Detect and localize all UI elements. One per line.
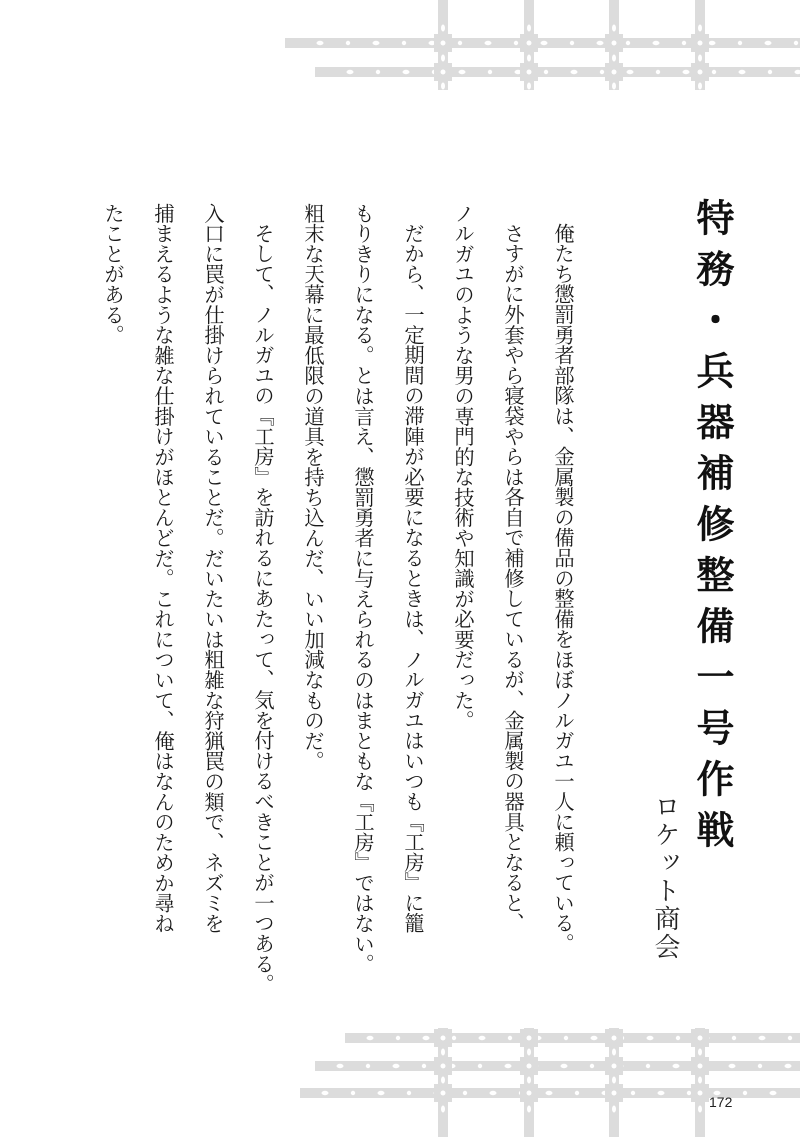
author-name: ロケット商会 — [650, 793, 680, 961]
rivet-hole — [743, 1091, 747, 1095]
text-line: だから、一定期間の滞陣が必要になるときは、ノルガユはいつも『工房』に籠 — [401, 223, 425, 934]
rivet-hole — [422, 1064, 426, 1068]
rivet-hole — [322, 1091, 329, 1095]
rivet-hole — [785, 1064, 792, 1068]
rivet-hole — [653, 41, 660, 45]
rivet-hole — [646, 1064, 650, 1068]
rivet-hole — [441, 1106, 445, 1113]
text-line: たことがある。 — [101, 203, 125, 346]
rivet-hole — [698, 55, 702, 62]
rivet-hole — [698, 83, 702, 90]
rivet-hole — [441, 70, 446, 75]
rivet-hole — [698, 1036, 703, 1041]
rivet-hole — [759, 1036, 766, 1040]
rivet-hole — [490, 1091, 497, 1095]
rivet-hole — [570, 41, 574, 45]
rivet-hole — [458, 41, 462, 45]
rivet-hole — [527, 41, 532, 46]
chapter-title: 特務・兵器補修整備一号作戦 — [690, 198, 734, 861]
rivet-hole — [612, 1036, 617, 1041]
rivet-hole — [527, 70, 532, 75]
rivet-hole — [612, 83, 616, 90]
rivet-hole — [788, 1036, 792, 1040]
rivet-hole — [527, 1077, 531, 1084]
rivet-hole — [698, 41, 703, 46]
rivet-hole — [441, 25, 445, 32]
rivet-hole — [647, 1036, 654, 1040]
rivet-hole — [656, 70, 660, 74]
text-line: 捕まえるような雑な仕掛けがほとんどだ。これについて、俺はなんのためか尋ね — [151, 203, 175, 934]
rivet-hole — [698, 1049, 702, 1056]
rivet-hole — [658, 1091, 665, 1095]
text-line: ノルガユのような男の専門的な技術や知識が必要だった。 — [451, 203, 475, 731]
rivet-hole — [698, 1077, 702, 1084]
rivet-hole — [393, 1064, 400, 1068]
rivet-hole — [794, 41, 798, 45]
rivet-hole — [441, 1036, 446, 1041]
rivet-hole — [317, 41, 324, 45]
rivet-hole — [514, 41, 518, 45]
rivet-hole — [441, 83, 445, 90]
rivet-hole — [403, 70, 410, 74]
rivet-hole — [441, 55, 445, 62]
rivet-hole — [337, 1064, 344, 1068]
rivet-hole — [612, 70, 617, 75]
rivet-hole — [709, 41, 716, 45]
rivet-hole — [376, 70, 380, 74]
rivet-hole — [441, 1091, 446, 1096]
rivet-hole — [378, 1091, 385, 1095]
rivet-hole — [597, 41, 604, 45]
rivet-hole — [373, 41, 380, 45]
rivet-hole — [682, 41, 686, 45]
rivet-hole — [600, 70, 604, 74]
rivet-hole — [564, 1036, 568, 1040]
rivet-hole — [527, 1064, 532, 1069]
rivet-hole — [423, 1036, 430, 1040]
rivet-hole — [488, 70, 492, 74]
text-line: 入口に罠が仕掛けられていることだ。だいたいは粗雑な狩猟罠の類で、ネズミを — [201, 203, 225, 934]
rivet-hole — [626, 41, 630, 45]
rivet-hole — [396, 1036, 400, 1040]
rivet-hole — [698, 1091, 703, 1096]
rivet-hole — [441, 1064, 446, 1069]
rivet-hole — [612, 1077, 616, 1084]
rivet-hole — [738, 41, 742, 45]
rivet-hole — [505, 1064, 512, 1068]
rivet-hole — [673, 1064, 680, 1068]
rivet-hole — [527, 1049, 531, 1056]
text-line: 粗末な天幕に最低限の道具を持ち込んだ、いい加減なものだ。 — [301, 203, 325, 772]
rivet-hole — [698, 1106, 702, 1113]
rivet-hole — [367, 1036, 374, 1040]
rivet-hole — [612, 1106, 616, 1113]
rivet-hole — [676, 1036, 680, 1040]
rivet-hole — [366, 1064, 370, 1068]
rivet-hole — [683, 70, 690, 74]
rivet-hole — [527, 83, 531, 90]
page-number: 172 — [709, 1094, 733, 1110]
rivet-hole — [508, 1036, 512, 1040]
rivet-hole — [351, 1091, 355, 1095]
rivet-hole — [758, 1064, 762, 1068]
rivet-hole — [452, 1036, 456, 1040]
text-line: さすがに外套やら寝袋やらは各自で補修しているが、金属製の器具となると、 — [501, 223, 525, 934]
rivet-hole — [527, 25, 531, 32]
text-line: 俺たち懲罰勇者部隊は、金属製の備品の整備をほぼノルガユ一人に頼っている。 — [551, 223, 575, 954]
rivet-hole — [347, 70, 354, 74]
rivet-hole — [402, 41, 406, 45]
rivet-hole — [687, 1091, 691, 1095]
rivet-hole — [612, 1091, 617, 1096]
rivet-hole — [612, 25, 616, 32]
rivet-hole — [612, 41, 617, 46]
text-line: もりきりになる。とは言え、懲罰勇者に与えられるのはまともな『工房』ではない。 — [351, 203, 375, 975]
lattice-bar — [345, 1033, 800, 1043]
rivet-hole — [527, 1106, 531, 1113]
rivet-hole — [768, 70, 772, 74]
rivet-hole — [441, 1049, 445, 1056]
rivet-hole — [527, 1091, 532, 1096]
rivet-hole — [463, 1091, 467, 1095]
rivet-hole — [571, 70, 578, 74]
rivet-hole — [479, 1036, 486, 1040]
rivet-hole — [612, 1064, 617, 1069]
body-text — [88, 203, 588, 995]
rivet-hole — [590, 1064, 594, 1068]
rivet-hole — [441, 1077, 445, 1084]
rivet-hole — [631, 1091, 635, 1095]
rivet-hole — [739, 70, 746, 74]
rivet-hole — [575, 1091, 579, 1095]
lattice-bar — [315, 1061, 800, 1071]
rivet-hole — [441, 41, 446, 46]
rivet-hole — [712, 70, 716, 74]
rivet-hole — [346, 41, 350, 45]
rivet-hole — [612, 55, 616, 62]
rivet-hole — [544, 70, 548, 74]
lattice-bar — [315, 67, 800, 77]
rivet-hole — [591, 1036, 598, 1040]
rivet-hole — [732, 1036, 736, 1040]
rivet-hole — [561, 1064, 568, 1068]
text-line: そして、ノルガユの『工房』を訪れるにあたって、気を付けるべきことが一つある。 — [251, 223, 275, 995]
rivet-hole — [527, 1036, 532, 1041]
rivet-hole — [459, 70, 466, 74]
rivet-hole — [698, 1064, 703, 1069]
rivet-hole — [478, 1064, 482, 1068]
rivet-hole — [627, 70, 634, 74]
rivet-hole — [485, 41, 492, 45]
rivet-hole — [546, 1091, 553, 1095]
rivet-hole — [612, 1049, 616, 1056]
rivet-hole — [765, 41, 772, 45]
rivet-hole — [698, 70, 703, 75]
rivet-hole — [729, 1064, 736, 1068]
rivet-hole — [407, 1091, 411, 1095]
rivet-hole — [770, 1091, 777, 1095]
rivet-hole — [541, 41, 548, 45]
rivet-hole — [698, 25, 702, 32]
rivet-hole — [527, 55, 531, 62]
